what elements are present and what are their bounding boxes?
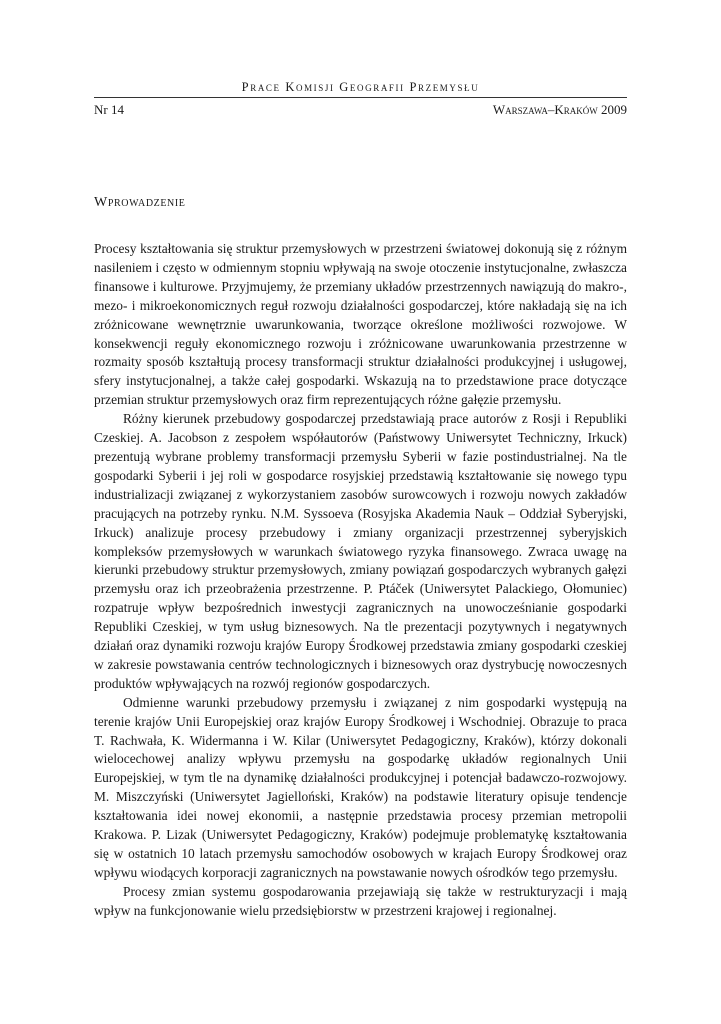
paragraph-4: Procesy zmian systemu gospodarowania przejawiają się także w restrukturyzacji i mają wpływ na funkcjonowanie wielu przedsiębiorstw w przestrzeni krajowej i regionalnej. — [94, 883, 627, 918]
paragraph-3: Odmienne warunki przebudowy przemysłu i związanej z nim gospodarki występują na terenie krajów Unii Europejskiej oraz krajów Europy Środkowej i Wschodniej. Obrazuje to praca T. Rachwała, K. Widermanna i W. Kilar (Uniwersytet Pedagogiczny, Kraków), którzy dokonali wielocechowej analizy wpływu przemysłu na gospodarkę układów regionalnych Unii Europejskiej, w tym tle na dynamikę działalności produkcyjnej i potencjał badawczo-rozwojowy. M. Miszczyński (Uniwersytet Jagielloński, Kraków) na podstawie literatury opisuje tendencje kształtowania idei nowej ekonomii, a następnie przedstawia procesy przemian metropolii Krakowa. P. Lizak (Uniwersytet Pedagogiczny, Kraków) podejmuje problematykę kształtowania się w ostatnich 10 latach przemysłu samochodów osobowych w krajach Europy Środkowej oraz wpływu wiodących korporacji zagranicznych na powstawanie nowych ośrodków tego przemysłu. — [94, 694, 627, 880]
journal-title: Prace Komisji Geografii Przemysłu — [241, 80, 480, 94]
issue-number: Nr 14 — [94, 102, 124, 117]
paragraph-1: Procesy kształtowania się struktur przemysłowych w przestrzeni światowej dokonują się z różnym nasileniem i często w odmiennym stopniu wpływają na swoje otoczenie instytucjonalne, zwłaszcza finansowe i kulturowe. Przyjmujemy, że przemiany układów przestrzennych nawiązują do makro-, mezo- i mikroekonomicznych reguł rozwoju działalności gospodarczej, które nakładają się na ich zróżnicowane wewnętrznie uwarunkowania, tworzące określone możliwości rozwojowe. W konsekwencji reguły ekonomicznego rozwoju i zróżnicowane uwarunkowania przestrzenne w rozmaity sposób kształtują procesy transformacji struktur działalności produkcyjnej i usługowej, sfery instytucjonalnej, a także całej gospodarki. Wskazują na to przedstawione prace dotyczące przemian struktur przemysłowych oraz firm reprezentujących różne gałęzie przemysłu. — [94, 241, 627, 408]
publication-year: 2009 — [601, 102, 627, 117]
header-divider — [94, 97, 627, 98]
publication-place: Warszawa–Kraków — [492, 102, 598, 117]
article-body — [94, 240, 627, 921]
section-heading: Wprowadzenie — [94, 195, 186, 210]
publication-place-year — [493, 102, 627, 118]
paragraph-2: Różny kierunek przebudowy gospodarczej przedstawiają prace autorów z Rosji i Republiki Czeskiej. A. Jacobson z zespołem współautorów (Państwowy Uniwersytet Techniczny, Irkuck) prezentują wybrane problemy transformacji przemysłu Syberii w fazie postindustrialnej. Na tle gospodarki Syberii i jej roli w gospodarce rosyjskiej przedstawią kształtowanie się nowego typu industrializacji związanej z wykorzystaniem zasobów surowcowych i rozwoju nowych zakładów pracujących na potrzeby rynku. N.M. Syssoeva (Rosyjska Akademia Nauk – Oddział Syberyjski, Irkuck) analizuje procesy przebudowy i zmiany organizacji przestrzennej syberyjskich kompleksów przemysłowych w warunkach światowego ryzyka finansowego. Zwraca uwagę na kierunki przebudowy struktur przemysłowych, zmiany powiązań gospodarczych wybranych gałęzi przemysłu oraz ich przeobrażenia przestrzenne. P. Ptáček (Uniwersytet Palackiego, Ołomuniec) rozpatruje wpływ bezpośrednich inwestycji zagranicznych na unowocześnianie gospodarki Republiki Czeskiej, w tym usług biznesowych. Na tle prezentacji pozytywnych i negatywnych działań oraz dynamiki rozwoju krajów Europy Środkowej przedstawia zmiany gospodarki czeskiej w zakresie powstawania centrów technologicznych i biznesowych oraz dystrybucję nowoczesnych produktów wpływających na rozwój regionów gospodarczych. — [94, 411, 627, 691]
